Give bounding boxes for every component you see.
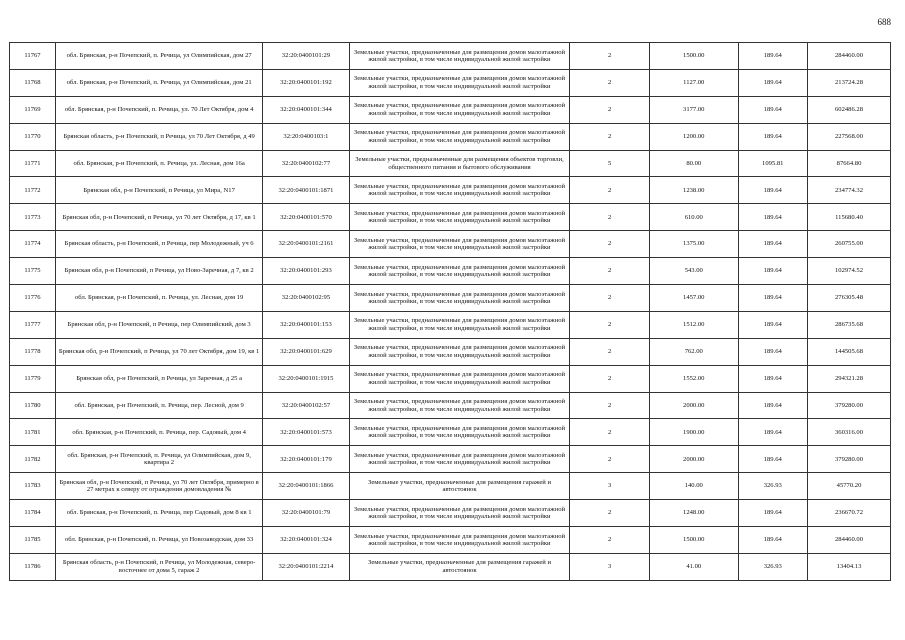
cadastral-number-cell: 32:20:0400101:324 bbox=[263, 527, 349, 554]
address-cell: обл. Брянская, р-н Почепский, п. Речица, ул. Лесная, дом 16а bbox=[55, 150, 262, 177]
row-number: 11772 bbox=[10, 177, 56, 204]
address-cell: Брянская область, р-н Почепский, п Речица, ул 70 Лет Октября, д 49 bbox=[55, 123, 262, 150]
land-use-cell: Земельные участки, предназначенные для размещения домов малоэтажной жилой застройки, в том числе индивидуальной жилой застройки bbox=[349, 231, 570, 258]
use-code-cell: 3 bbox=[570, 553, 650, 580]
table-row bbox=[10, 204, 891, 231]
area-cell: 543.00 bbox=[649, 258, 738, 285]
area-cell: 2000.00 bbox=[649, 446, 738, 473]
table-row bbox=[10, 258, 891, 285]
table-row bbox=[10, 150, 891, 177]
cadastral-number-cell: 32:20:0400101:293 bbox=[263, 258, 349, 285]
row-number: 11783 bbox=[10, 473, 56, 500]
cadastral-value-cell: 260755.00 bbox=[808, 231, 891, 258]
area-cell: 1500.00 bbox=[649, 43, 738, 70]
cadastral-value-cell: 379280.00 bbox=[808, 446, 891, 473]
unit-value-cell: 189.64 bbox=[738, 231, 807, 258]
table-row bbox=[10, 419, 891, 446]
cadastral-number-cell: 32:20:0400102:77 bbox=[263, 150, 349, 177]
row-number: 11778 bbox=[10, 338, 56, 365]
unit-value-cell: 189.64 bbox=[738, 177, 807, 204]
land-use-cell: Земельные участки, предназначенные для размещения домов малоэтажной жилой застройки, в том числе индивидуальной жилой застройки bbox=[349, 365, 570, 392]
area-cell: 80.00 bbox=[649, 150, 738, 177]
land-use-cell: Земельные участки, предназначенные для размещения объектов торговли, общественного питания и бытового обслуживания bbox=[349, 150, 570, 177]
land-use-cell: Земельные участки, предназначенные для размещения домов малоэтажной жилой застройки, в том числе индивидуальной жилой застройки bbox=[349, 338, 570, 365]
area-cell: 1238.00 bbox=[649, 177, 738, 204]
cadastral-value-cell: 360316.00 bbox=[808, 419, 891, 446]
use-code-cell: 2 bbox=[570, 123, 650, 150]
area-cell: 1375.00 bbox=[649, 231, 738, 258]
row-number: 11769 bbox=[10, 96, 56, 123]
unit-value-cell: 189.64 bbox=[738, 338, 807, 365]
row-number: 11774 bbox=[10, 231, 56, 258]
unit-value-cell: 189.64 bbox=[738, 204, 807, 231]
land-use-cell: Земельные участки, предназначенные для размещения гаражей и автостоянок bbox=[349, 553, 570, 580]
use-code-cell: 5 bbox=[570, 150, 650, 177]
table-row bbox=[10, 365, 891, 392]
use-code-cell: 2 bbox=[570, 500, 650, 527]
address-cell: обл. Брянская, р-н Почепский, п. Речица, пер. Садовый, дом 4 bbox=[55, 419, 262, 446]
land-use-cell: Земельные участки, предназначенные для размещения домов малоэтажной жилой застройки, в том числе индивидуальной жилой застройки bbox=[349, 446, 570, 473]
cadastral-value-cell: 284460.00 bbox=[808, 527, 891, 554]
use-code-cell: 2 bbox=[570, 43, 650, 70]
row-number: 11786 bbox=[10, 553, 56, 580]
land-use-cell: Земельные участки, предназначенные для размещения домов малоэтажной жилой застройки, в том числе индивидуальной жилой застройки bbox=[349, 43, 570, 70]
unit-value-cell: 189.64 bbox=[738, 123, 807, 150]
cadastral-value-cell: 87664.80 bbox=[808, 150, 891, 177]
area-cell: 1500.00 bbox=[649, 527, 738, 554]
use-code-cell: 2 bbox=[570, 446, 650, 473]
cadastral-value-cell: 115680.40 bbox=[808, 204, 891, 231]
cadastral-number-cell: 32:20:0400101:2161 bbox=[263, 231, 349, 258]
address-cell: обл. Брянская, р-н Почепский, п. Речица, ул Олимпийская, дом 9, квартира 2 bbox=[55, 446, 262, 473]
cadastral-number-cell: 32:20:0400103:1 bbox=[263, 123, 349, 150]
use-code-cell: 2 bbox=[570, 527, 650, 554]
use-code-cell: 2 bbox=[570, 338, 650, 365]
land-use-cell: Земельные участки, предназначенные для размещения домов малоэтажной жилой застройки, в том числе индивидуальной жилой застройки bbox=[349, 500, 570, 527]
use-code-cell: 2 bbox=[570, 69, 650, 96]
unit-value-cell: 189.64 bbox=[738, 258, 807, 285]
cadastral-value-cell: 294321.28 bbox=[808, 365, 891, 392]
cadastral-number-cell: 32:20:0400101:1915 bbox=[263, 365, 349, 392]
area-cell: 1457.00 bbox=[649, 285, 738, 312]
cadastral-value-cell: 227568.00 bbox=[808, 123, 891, 150]
land-use-cell: Земельные участки, предназначенные для размещения домов малоэтажной жилой застройки, в том числе индивидуальной жилой застройки bbox=[349, 392, 570, 419]
address-cell: Брянская область, р-н Почепский, п Речица, ул Молодежная, северо-восточнее от дома 5, гараж 2 bbox=[55, 553, 262, 580]
table-row bbox=[10, 43, 891, 70]
area-cell: 762.00 bbox=[649, 338, 738, 365]
cadastral-number-cell: 32:20:0400101:2214 bbox=[263, 553, 349, 580]
land-use-cell: Земельные участки, предназначенные для размещения домов малоэтажной жилой застройки, в том числе индивидуальной жилой застройки bbox=[349, 69, 570, 96]
address-cell: Брянская обл, р-н Почепский, п Речица, ул Мира, N17 bbox=[55, 177, 262, 204]
cadastral-number-cell: 32:20:0400101:573 bbox=[263, 419, 349, 446]
address-cell: Брянская обл, р-н Почепский, п Речица, ул Ново-Заречная, д 7, кв 2 bbox=[55, 258, 262, 285]
table-row bbox=[10, 527, 891, 554]
row-number: 11771 bbox=[10, 150, 56, 177]
row-number: 11770 bbox=[10, 123, 56, 150]
cadastral-value-cell: 13404.13 bbox=[808, 553, 891, 580]
land-use-cell: Земельные участки, предназначенные для размещения домов малоэтажной жилой застройки, в том числе индивидуальной жилой застройки bbox=[349, 204, 570, 231]
page-number: 688 bbox=[877, 17, 891, 27]
row-number: 11777 bbox=[10, 311, 56, 338]
area-cell: 1552.00 bbox=[649, 365, 738, 392]
land-use-cell: Земельные участки, предназначенные для размещения домов малоэтажной жилой застройки, в том числе индивидуальной жилой застройки bbox=[349, 527, 570, 554]
land-use-cell: Земельные участки, предназначенные для размещения домов малоэтажной жилой застройки, в том числе индивидуальной жилой застройки bbox=[349, 123, 570, 150]
row-number: 11781 bbox=[10, 419, 56, 446]
use-code-cell: 2 bbox=[570, 365, 650, 392]
table-row bbox=[10, 500, 891, 527]
table-row bbox=[10, 338, 891, 365]
address-cell: обл. Брянская, р-н Почепский, п. Речица, пер. Лесной, дом 9 bbox=[55, 392, 262, 419]
table-row bbox=[10, 177, 891, 204]
use-code-cell: 2 bbox=[570, 419, 650, 446]
cadastral-value-cell: 286735.68 bbox=[808, 311, 891, 338]
land-use-cell: Земельные участки, предназначенные для размещения домов малоэтажной жилой застройки, в том числе индивидуальной жилой застройки bbox=[349, 177, 570, 204]
area-cell: 610.00 bbox=[649, 204, 738, 231]
cadastral-number-cell: 32:20:0400101:79 bbox=[263, 500, 349, 527]
area-cell: 1200.00 bbox=[649, 123, 738, 150]
table-row bbox=[10, 553, 891, 580]
use-code-cell: 2 bbox=[570, 177, 650, 204]
table-row bbox=[10, 446, 891, 473]
use-code-cell: 3 bbox=[570, 473, 650, 500]
address-cell: обл. Брянская, р-н Почепский, п. Речица, ул Олимпийская, дом 21 bbox=[55, 69, 262, 96]
cadastral-value-cell: 45770.20 bbox=[808, 473, 891, 500]
unit-value-cell: 1095.81 bbox=[738, 150, 807, 177]
unit-value-cell: 326.93 bbox=[738, 473, 807, 500]
use-code-cell: 2 bbox=[570, 96, 650, 123]
cadastral-value-cell: 102974.52 bbox=[808, 258, 891, 285]
cadastral-value-cell: 284460.00 bbox=[808, 43, 891, 70]
land-use-cell: Земельные участки, предназначенные для размещения гаражей и автостоянок bbox=[349, 473, 570, 500]
table-row bbox=[10, 96, 891, 123]
table-row bbox=[10, 392, 891, 419]
area-cell: 1512.00 bbox=[649, 311, 738, 338]
row-number: 11773 bbox=[10, 204, 56, 231]
cadastral-number-cell: 32:20:0400102:95 bbox=[263, 285, 349, 312]
land-use-cell: Земельные участки, предназначенные для размещения домов малоэтажной жилой застройки, в том числе индивидуальной жилой застройки bbox=[349, 258, 570, 285]
cadastral-value-cell: 213724.28 bbox=[808, 69, 891, 96]
cadastral-number-cell: 32:20:0400101:29 bbox=[263, 43, 349, 70]
unit-value-cell: 189.64 bbox=[738, 69, 807, 96]
unit-value-cell: 189.64 bbox=[738, 365, 807, 392]
unit-value-cell: 189.64 bbox=[738, 392, 807, 419]
row-number: 11768 bbox=[10, 69, 56, 96]
area-cell: 2000.00 bbox=[649, 392, 738, 419]
area-cell: 140.00 bbox=[649, 473, 738, 500]
cadastral-number-cell: 32:20:0400101:179 bbox=[263, 446, 349, 473]
cadastral-number-cell: 32:20:0400101:1871 bbox=[263, 177, 349, 204]
use-code-cell: 2 bbox=[570, 204, 650, 231]
row-number: 11780 bbox=[10, 392, 56, 419]
unit-value-cell: 189.64 bbox=[738, 43, 807, 70]
unit-value-cell: 189.64 bbox=[738, 446, 807, 473]
address-cell: Брянская обл, р-н Почепский, п Речица, пер Олимпийский, дом 3 bbox=[55, 311, 262, 338]
cadastral-number-cell: 32:20:0400101:570 bbox=[263, 204, 349, 231]
unit-value-cell: 189.64 bbox=[738, 527, 807, 554]
area-cell: 3177.00 bbox=[649, 96, 738, 123]
cadastral-value-cell: 144505.68 bbox=[808, 338, 891, 365]
row-number: 11776 bbox=[10, 285, 56, 312]
cadastral-value-cell: 234774.32 bbox=[808, 177, 891, 204]
cadastral-value-cell: 602486.28 bbox=[808, 96, 891, 123]
address-cell: Брянская обл, р-н Почепский, п Речица, ул Заречная, д 25 а bbox=[55, 365, 262, 392]
use-code-cell: 2 bbox=[570, 258, 650, 285]
unit-value-cell: 189.64 bbox=[738, 419, 807, 446]
cadastral-number-cell: 32:20:0400101:629 bbox=[263, 338, 349, 365]
area-cell: 1127.00 bbox=[649, 69, 738, 96]
table-row bbox=[10, 69, 891, 96]
address-cell: Брянская обл, р-н Почепский, п Речица, ул 70 лет Октября, д 17, кв 1 bbox=[55, 204, 262, 231]
address-cell: Брянская обл, р-н Почепский, п Речица, ул 70 лет Октября, дом 19, кв 1 bbox=[55, 338, 262, 365]
unit-value-cell: 326.93 bbox=[738, 553, 807, 580]
cadastral-value-cell: 379280.00 bbox=[808, 392, 891, 419]
cadastral-value-cell: 236670.72 bbox=[808, 500, 891, 527]
table-row bbox=[10, 473, 891, 500]
address-cell: обл. Брянская, р-н Почепский, п. Речица, пер Садовый, дом 8 кв 1 bbox=[55, 500, 262, 527]
area-cell: 41.00 bbox=[649, 553, 738, 580]
table-row bbox=[10, 123, 891, 150]
row-number: 11767 bbox=[10, 43, 56, 70]
table-row bbox=[10, 285, 891, 312]
unit-value-cell: 189.64 bbox=[738, 311, 807, 338]
land-plots-table bbox=[9, 42, 891, 581]
unit-value-cell: 189.64 bbox=[738, 96, 807, 123]
table-row bbox=[10, 231, 891, 258]
land-use-cell: Земельные участки, предназначенные для размещения домов малоэтажной жилой застройки, в том числе индивидуальной жилой застройки bbox=[349, 285, 570, 312]
cadastral-number-cell: 32:20:0400101:344 bbox=[263, 96, 349, 123]
address-cell: Брянская обл, р-н Почепский, п Речица, ул 70 лет Октября, примерно в 27 метрах к северу от ограждения домовладения № bbox=[55, 473, 262, 500]
address-cell: обл. Брянская, р-н Почепский, п. Речица, ул. 70 Лет Октября, дом 4 bbox=[55, 96, 262, 123]
cadastral-number-cell: 32:20:0400101:1866 bbox=[263, 473, 349, 500]
use-code-cell: 2 bbox=[570, 311, 650, 338]
address-cell: обл. Брянская, р-н Почепский, п. Речица, ул Новозаводская, дом 33 bbox=[55, 527, 262, 554]
cadastral-number-cell: 32:20:0400102:57 bbox=[263, 392, 349, 419]
table-row bbox=[10, 311, 891, 338]
row-number: 11784 bbox=[10, 500, 56, 527]
row-number: 11785 bbox=[10, 527, 56, 554]
unit-value-cell: 189.64 bbox=[738, 285, 807, 312]
address-cell: обл. Брянская, р-н Почепский, п. Речица, ул. Лесная, дом 19 bbox=[55, 285, 262, 312]
address-cell: обл. Брянская, р-н Почепский, п. Речица, ул Олимпийская, дом 27 bbox=[55, 43, 262, 70]
use-code-cell: 2 bbox=[570, 285, 650, 312]
land-use-cell: Земельные участки, предназначенные для размещения домов малоэтажной жилой застройки, в том числе индивидуальной жилой застройки bbox=[349, 96, 570, 123]
land-use-cell: Земельные участки, предназначенные для размещения домов малоэтажной жилой застройки, в том числе индивидуальной жилой застройки bbox=[349, 419, 570, 446]
row-number: 11775 bbox=[10, 258, 56, 285]
land-use-cell: Земельные участки, предназначенные для размещения домов малоэтажной жилой застройки, в том числе индивидуальной жилой застройки bbox=[349, 311, 570, 338]
cadastral-number-cell: 32:20:0400101:153 bbox=[263, 311, 349, 338]
unit-value-cell: 189.64 bbox=[738, 500, 807, 527]
cadastral-number-cell: 32:20:0400101:192 bbox=[263, 69, 349, 96]
row-number: 11779 bbox=[10, 365, 56, 392]
row-number: 11782 bbox=[10, 446, 56, 473]
area-cell: 1248.00 bbox=[649, 500, 738, 527]
use-code-cell: 2 bbox=[570, 392, 650, 419]
cadastral-value-cell: 276305.48 bbox=[808, 285, 891, 312]
address-cell: Брянская область, р-н Почепский, п Речица, пер Молодежный, уч 6 bbox=[55, 231, 262, 258]
use-code-cell: 2 bbox=[570, 231, 650, 258]
area-cell: 1900.00 bbox=[649, 419, 738, 446]
